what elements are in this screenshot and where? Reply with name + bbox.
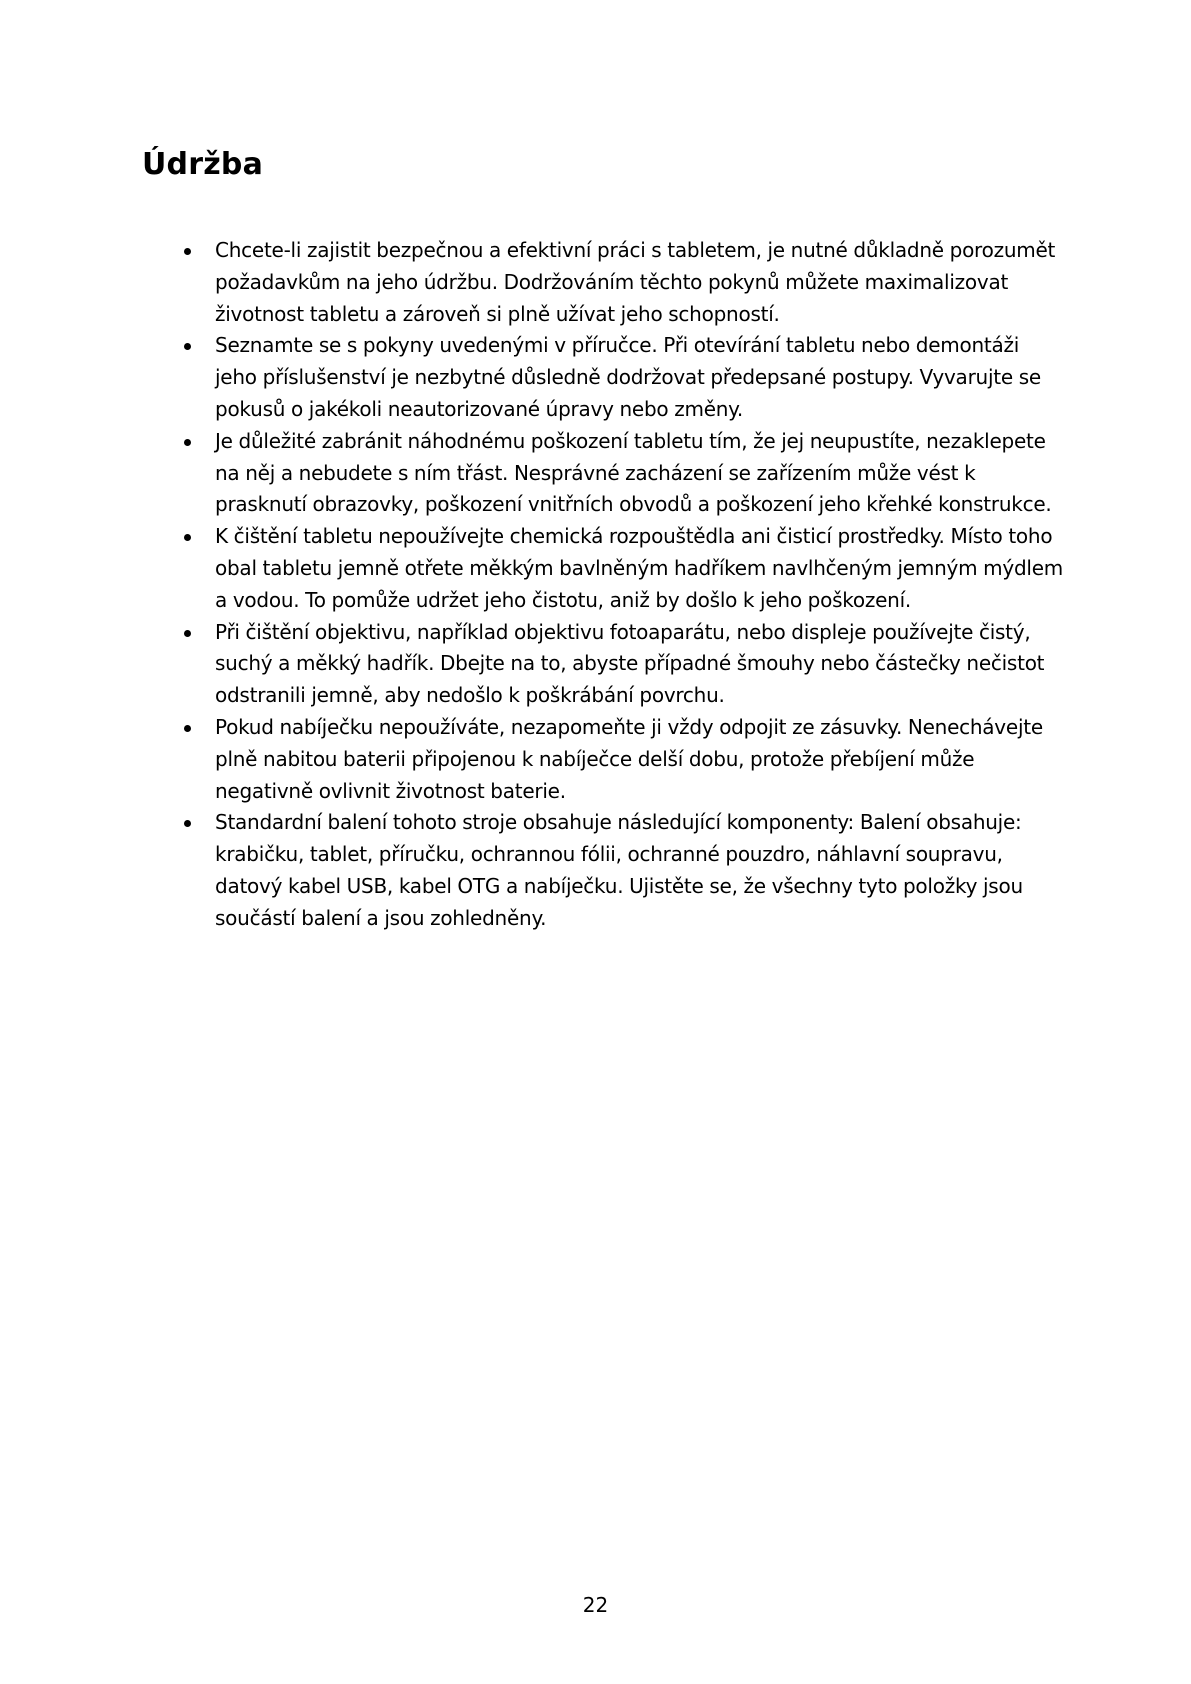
bullet-icon	[184, 534, 191, 541]
bullet-icon	[184, 630, 191, 637]
list-item-text: Standardní balení tohoto stroje obsahuje následující komponenty: Balení obsahuje: krabičku, tablet, příručku, ochrannou fólii, ochranné pouzdro, náhlavní soupravu, datový kabel USB, kabel OTG a nabíječku. Ujistěte se, že všechny tyto položky jsou součástí balení a jsou zohledněny.	[215, 810, 1023, 930]
list-item-text: Při čištění objektivu, například objektivu fotoaparátu, nebo displeje používejte čistý, suchý a měkký hadřík. Dbejte na to, abyste případné šmouhy nebo částečky nečistot odstranili jemně, aby nedošlo k poškrábání povrchu.	[215, 619, 1045, 708]
list-item	[215, 617, 1065, 712]
list-item	[215, 521, 1065, 616]
list-item-text: Pokud nabíječku nepoužíváte, nezapomeňte ji vždy odpojit ze zásuvky. Nenechávejte plně nabitou baterii připojenou k nabíječce delší dobu, protože přebíjení může negativně ovlivnit životnost baterie.	[215, 714, 1043, 803]
list-item	[215, 807, 1065, 934]
page-heading: Údržba	[142, 147, 264, 182]
list-item	[215, 235, 1065, 330]
bullet-icon	[184, 248, 191, 255]
list-item-text: Je důležité zabránit náhodnému poškození tabletu tím, že jej neupustíte, nezaklepete na něj a nebudete s ním třást. Nesprávné zacházení se zařízením může vést k prasknutí obrazovky, poškození vnitřních obvodů a poškození jeho křehké konstrukce.	[215, 428, 1052, 517]
page-number: 22	[582, 1593, 609, 1617]
bullet-icon	[184, 343, 191, 350]
list-item	[215, 712, 1065, 807]
list-item	[215, 330, 1065, 425]
bullet-icon	[184, 439, 191, 446]
maintenance-list	[215, 235, 1065, 935]
list-item-text: K čištění tabletu nepoužívejte chemická rozpouštědla ani čisticí prostředky. Místo toho obal tabletu jemně otřete měkkým bavlněným hadříkem navlhčeným jemným mýdlem a vodou. To pomůže udržet jeho čistotu, aniž by došlo k jeho poškození.	[215, 524, 1063, 612]
bullet-icon	[184, 820, 191, 827]
list-item-text: Seznamte se s pokyny uvedenými v příručce. Při otevírání tabletu nebo demontáži jeho příslušenství je nezbytné důsledně dodržovat předepsané postupy. Vyvarujte se pokusů o jakékoli neautorizované úpravy nebo změny.	[215, 333, 1041, 421]
list-item	[215, 426, 1065, 521]
list-item-text: Chcete-li zajistit bezpečnou a efektivní práci s tabletem, je nutné důkladně porozumět požadavkům na jeho údržbu. Dodržováním těchto pokynů můžete maximalizovat životnost tabletu a zároveň si plně užívat jeho schopností.	[215, 238, 1056, 326]
bullet-icon	[184, 725, 191, 732]
